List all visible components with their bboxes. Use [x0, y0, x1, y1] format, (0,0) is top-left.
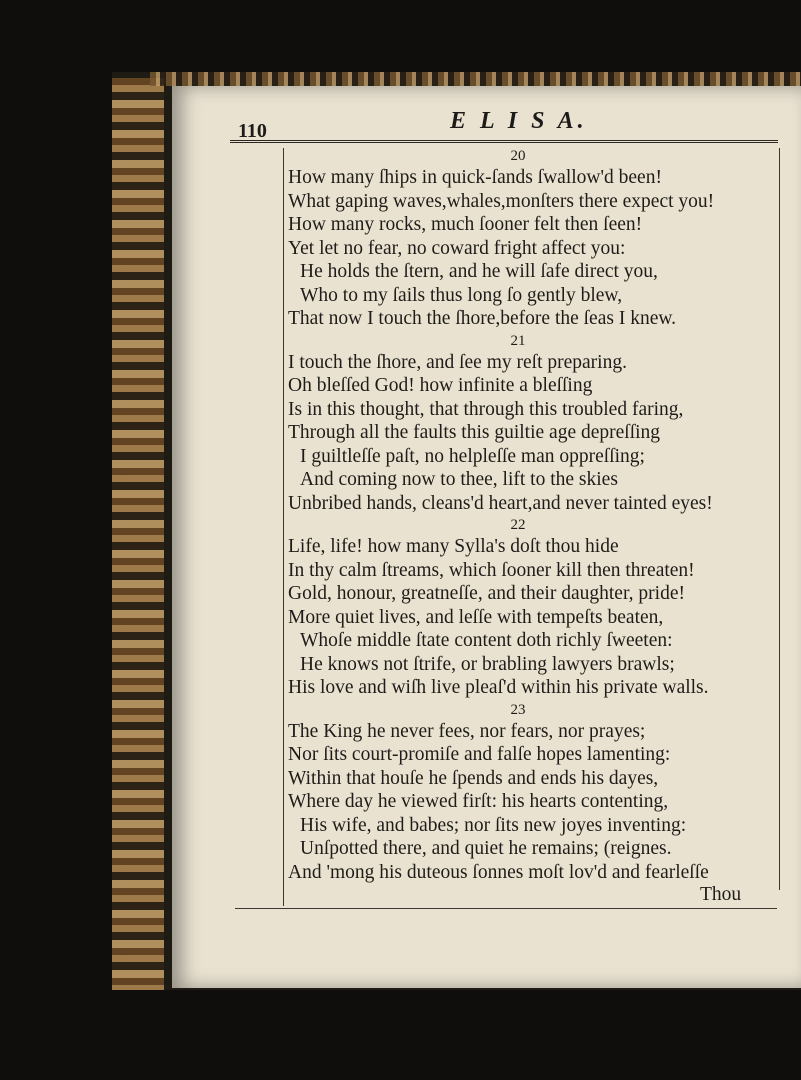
verse-line: He knows not ſtrife, or brabling lawyers brawls;: [300, 653, 675, 675]
verse-line: How many ſhips in quick-ſands ſwallow'd been!: [288, 167, 662, 188]
catchword: Thou: [700, 884, 742, 905]
verse-line: His wife, and babes; nor ſits new joyes inventing:: [300, 814, 687, 836]
verse-line: Who to my ſails thus long ſo gently blew,: [300, 284, 623, 306]
verse-line: Where day he viewed firſt: his hearts contenting,: [288, 791, 669, 812]
page-number: 110: [238, 120, 267, 142]
verse-line: Is in this thought, that through this troubled faring,: [288, 398, 684, 420]
poem-text: [288, 146, 778, 884]
frame-right-rule: [779, 148, 780, 890]
page-header: [230, 102, 790, 142]
frame-bottom-rule: [235, 908, 777, 909]
verse-line: Yet let no fear, no coward fright affect you:: [288, 237, 626, 259]
verse-line: I touch the ſhore, and ſee my reſt preparing.: [288, 351, 627, 373]
verse-line: In thy calm ſtreams, which ſooner kill then threaten!: [288, 559, 695, 581]
verse-line: And 'mong his duteous ſonnes moſt lov'd and fearleſſe: [288, 861, 709, 883]
stanza-23: [288, 700, 778, 885]
header-rule: [230, 140, 778, 143]
verse-line: Whoſe middle ſtate content doth richly ſweeten:: [300, 630, 673, 651]
verse-line: Life, life! how many Sylla's doſt thou hide: [288, 536, 619, 557]
verse-line: I guiltleſſe paſt, no helpleſſe man oppreſſing;: [300, 445, 645, 467]
verse-line: He holds the ſtern, and he will ſafe direct you,: [300, 261, 658, 282]
verse-line: Nor ſits court-promiſe and falſe hopes lamenting:: [288, 744, 671, 765]
verse-line: Through all the faults this guiltie age depreſſing: [288, 422, 661, 443]
verse-line: Within that houſe he ſpends and ends his dayes,: [288, 767, 659, 789]
verse-line: Oh bleſſed God! how infinite a bleſſing: [288, 375, 593, 396]
stanza-22: [288, 515, 778, 700]
verse-line: And coming now to thee, lift to the skies: [300, 469, 618, 490]
stanza-number: 20: [510, 148, 526, 164]
verse-line: Unbribed hands, cleans'd heart,and never tainted eyes!: [288, 492, 713, 514]
verse-line: That now I touch the ſhore,before the ſeas I knew.: [288, 308, 677, 329]
ornamental-binding-strip: [112, 78, 164, 990]
verse-line: More quiet lives, and leſſe with tempeſts beaten,: [288, 606, 664, 628]
stanza-21: [288, 331, 778, 516]
stanza-20: [288, 146, 778, 331]
verse-line: What gaping waves,whales,monſters there expect you!: [288, 190, 715, 212]
running-title: E L I S A.: [450, 108, 588, 134]
stanza-number: 23: [510, 701, 526, 718]
verse-line: The King he never fees, nor fears, nor prayes;: [288, 720, 646, 742]
verse-line: His love and wiſh live pleaſ'd within his private walls.: [288, 677, 709, 698]
ornamental-top-border: [150, 72, 801, 86]
verse-line: Unſpotted there, and quiet he remains; (reignes.: [300, 838, 672, 859]
stanza-number: 22: [510, 517, 526, 533]
verse-line: How many rocks, much ſooner felt then ſeen!: [288, 214, 643, 235]
verse-line: Gold, honour, greatneſſe, and their daughter, pride!: [288, 583, 685, 604]
stanza-number: 21: [510, 332, 526, 349]
